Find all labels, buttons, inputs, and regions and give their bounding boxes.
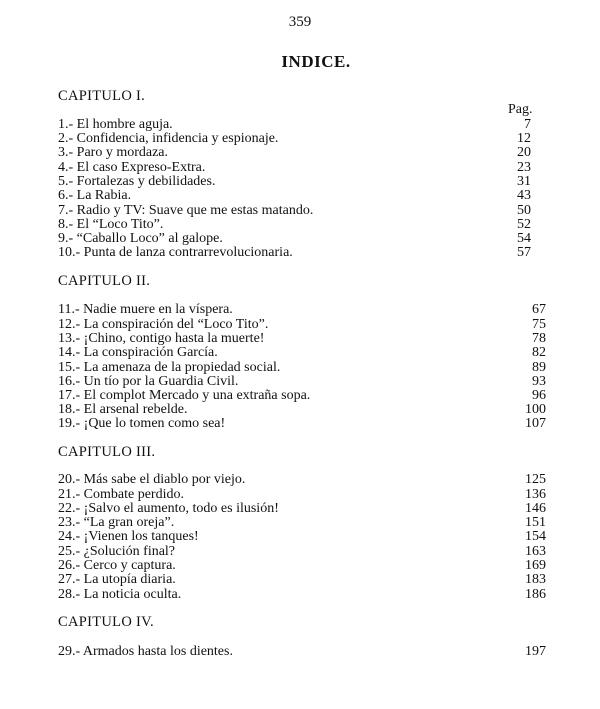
toc-entry <box>58 644 546 660</box>
entry-page-number: 50 <box>517 203 531 218</box>
entry-page-number: 52 <box>517 217 531 232</box>
index-title: INDICE. <box>281 52 351 71</box>
entry-page-number: 136 <box>525 487 546 502</box>
chapter-1-heading: CAPITULO I. <box>58 88 146 104</box>
toc-entry <box>58 302 546 318</box>
entry-title: 7.- Radio y TV: Suave que me estas matando. <box>58 203 314 218</box>
entry-page-number: 183 <box>525 572 546 587</box>
entry-page-number: 75 <box>532 317 546 332</box>
toc-entry <box>58 345 546 361</box>
entry-page-number: 169 <box>525 558 546 573</box>
entry-page-number: 154 <box>525 529 546 544</box>
entry-title: 21.- Combate perdido. <box>58 487 184 502</box>
toc-entry <box>58 587 546 603</box>
entry-title: 4.- El caso Expreso-Extra. <box>58 160 206 175</box>
entry-page-number: 20 <box>517 145 531 160</box>
entry-title: 11.- Nadie muere en la víspera. <box>58 302 233 317</box>
entry-page-number: 43 <box>517 188 531 203</box>
entry-page-number: 125 <box>525 472 546 487</box>
toc-entry <box>58 572 546 588</box>
entry-title: 15.- La amenaza de la propiedad social. <box>58 360 281 375</box>
entry-title: 13.- ¡Chino, contigo hasta la muerte! <box>58 331 265 346</box>
entry-page-number: 146 <box>525 501 546 516</box>
entry-page-number: 186 <box>525 587 546 602</box>
entry-title: 26.- Cerco y captura. <box>58 558 176 573</box>
pag-column-header: Pag. <box>508 102 533 117</box>
toc-entry <box>58 145 546 161</box>
entry-title: 14.- La conspiración García. <box>58 345 218 360</box>
entry-page-number: 96 <box>532 388 546 403</box>
entry-page-number: 151 <box>525 515 546 530</box>
entry-page-number: 7 <box>524 117 531 132</box>
entry-page-number: 89 <box>532 360 546 375</box>
entry-page-number: 57 <box>517 245 531 260</box>
entry-title: 22.- ¡Salvo el aumento, todo es ilusión! <box>58 501 279 516</box>
entry-title: 16.- Un tío por la Guardia Civil. <box>58 374 239 389</box>
toc-entry <box>58 416 546 432</box>
entry-title: 28.- La noticia oculta. <box>58 587 182 602</box>
entry-title: 24.- ¡Vienen los tanques! <box>58 529 199 544</box>
entry-page-number: 197 <box>525 644 546 659</box>
entry-title: 10.- Punta de lanza contrarrevolucionaria. <box>58 245 293 260</box>
entry-title: 19.- ¡Que lo tomen como sea! <box>58 416 226 431</box>
entry-title: 27.- La utopía diaria. <box>58 572 176 587</box>
entry-title: 17.- El complot Mercado y una extraña sopa. <box>58 388 311 403</box>
entry-page-number: 107 <box>525 416 546 431</box>
entry-title: 9.- “Caballo Loco” al galope. <box>58 231 223 246</box>
entry-page-number: 31 <box>517 174 531 189</box>
chapter-2-heading: CAPITULO II. <box>58 273 151 289</box>
toc-entry <box>58 472 546 488</box>
entry-title: 25.- ¿Solución final? <box>58 544 176 559</box>
entry-title: 8.- El “Loco Tito”. <box>58 217 164 232</box>
entry-title: 6.- La Rabia. <box>58 188 132 203</box>
entry-title: 29.- Armados hasta los dientes. <box>58 644 233 659</box>
toc-entry <box>58 245 546 261</box>
entry-page-number: 82 <box>532 345 546 360</box>
entry-title: 5.- Fortalezas y debilidades. <box>58 174 216 189</box>
entry-page-number: 100 <box>525 402 546 417</box>
entry-page-number: 93 <box>532 374 546 389</box>
entry-title: 23.- “La gran oreja”. <box>58 515 175 530</box>
entry-page-number: 78 <box>532 331 546 346</box>
entry-page-number: 163 <box>525 544 546 559</box>
entry-page-number: 12 <box>517 131 531 146</box>
page-number: 359 <box>288 14 312 30</box>
toc-entry <box>58 529 546 545</box>
entry-title: 3.- Paro y mordaza. <box>58 145 169 160</box>
toc-entry <box>58 188 546 204</box>
entry-title: 1.- El hombre aguja. <box>58 117 173 132</box>
entry-title: 20.- Más sabe el diablo por viejo. <box>58 472 246 487</box>
entry-page-number: 54 <box>517 231 531 246</box>
chapter-4-heading: CAPITULO IV. <box>58 614 154 630</box>
entry-title: 12.- La conspiración del “Loco Tito”. <box>58 317 269 332</box>
entry-title: 18.- El arsenal rebelde. <box>58 402 188 417</box>
entry-title: 2.- Confidencia, infidencia y espionaje. <box>58 131 279 146</box>
entry-page-number: 23 <box>517 160 531 175</box>
entry-page-number: 67 <box>532 302 546 317</box>
chapter-3-heading: CAPITULO III. <box>58 444 156 460</box>
